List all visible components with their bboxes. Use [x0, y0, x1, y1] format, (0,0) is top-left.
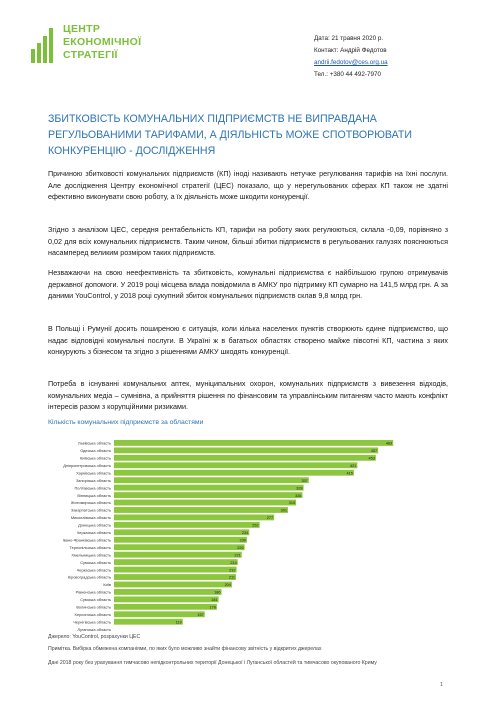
- category-label: Київська область: [80, 455, 111, 461]
- value-label: 212: [229, 568, 236, 573]
- category-label: Сумська область: [80, 597, 111, 603]
- logo-line-2: ЕКОНОМІЧНОЇ: [63, 36, 142, 48]
- bar: [114, 619, 183, 625]
- value-label: 119: [175, 620, 182, 625]
- category-label: Львівська область: [78, 440, 111, 446]
- value-label: 315: [288, 501, 296, 506]
- bar: [114, 544, 245, 550]
- logo-text: [63, 23, 141, 62]
- source-note: Джерело: YouControl, розрахунки ЦЕС: [48, 634, 141, 640]
- contact-block: [314, 33, 464, 81]
- category-label: Дніпропетровська область: [63, 462, 111, 468]
- bar: [114, 507, 288, 513]
- category-label: Луганська область: [77, 626, 111, 632]
- paragraph-2: Згідно з аналізом ЦЕС, середня рентабельність КП, тарифи на роботу яких регулюються, склала -0,09, порівняно з 0,02 для всіх комунальних підприємств. Таким чином, більші збитки підприємств в регульованих галузях пояснюються насамперед великим розміром таких підприємств.: [48, 225, 448, 257]
- category-label: Кіровоградська область: [67, 574, 111, 580]
- category-label: Херсонська область: [74, 611, 111, 617]
- value-label: 326: [295, 493, 302, 498]
- bar: [114, 440, 393, 446]
- ces-logo: [31, 21, 151, 71]
- page-number: 1: [440, 682, 444, 688]
- value-label: 226: [237, 545, 244, 550]
- contact-line: Контакт: Андрій Федотов: [314, 47, 387, 54]
- value-label: 221: [234, 553, 241, 558]
- category-label: Хмельницька область: [71, 552, 111, 558]
- bar: [114, 485, 304, 491]
- paragraph-1: Причиною збитковості комунальних підприємств (КП) іноді називають нетучке регулювання тарифів на їхні послуги. Але дослідження Центру економічної стратегії (ЦЕС) показало, що у нерегульованих сферах КП також не здатні ефективно виконувати свою роботу, а їх діяльність може шкодити конкуренції.: [48, 169, 448, 201]
- category-label: Чернігівська область: [73, 619, 111, 625]
- paragraph-3: Незважаючи на свою неефективність та збитковість, комунальні підприємства є найбільшою групою отримувачів державної допомоги. У 2019 році місцева влада повідомила в АМКУ про підтримку КП сумарно на 141,5 млрд грн. А за даними YouControl, у 2018 році сукупний збиток комунальних підприємств склав 9,8 млрд грн.: [48, 268, 448, 300]
- value-label: 483: [385, 441, 393, 446]
- category-label: Київ: [103, 582, 111, 588]
- bar: [114, 552, 242, 558]
- category-label: Запорізька область: [75, 477, 111, 483]
- category-label: Івано-Франківська область: [62, 537, 111, 543]
- value-label: 415: [346, 471, 353, 476]
- value-label: 234: [241, 531, 249, 535]
- bar: [114, 567, 237, 573]
- bar: [114, 559, 238, 565]
- value-label: 211: [228, 575, 235, 580]
- bar: [114, 574, 236, 580]
- category-label: Вінницька область: [77, 492, 111, 498]
- bar-chart-logo-icon: [31, 23, 57, 63]
- bar: [114, 529, 249, 535]
- bar: [114, 492, 302, 498]
- value-label: 421: [349, 463, 357, 468]
- bar: [114, 522, 260, 528]
- category-label: Волинська область: [76, 604, 111, 610]
- value-label: 178: [209, 605, 216, 610]
- category-label: Сумська область: [80, 559, 111, 565]
- category-label: Полтавська область: [74, 485, 111, 491]
- phone-line: Тел.: +380 44 492-7970: [314, 71, 382, 78]
- logo-line-3: СТРАТЕГІЇ: [63, 49, 118, 61]
- value-label: 453: [368, 456, 375, 461]
- bar: [114, 604, 217, 610]
- value-label: 301: [280, 508, 287, 513]
- bar: [114, 611, 205, 617]
- bar: [114, 470, 354, 476]
- bar: [114, 589, 222, 595]
- date-line: Дата: 21 травня 2020 р.: [314, 35, 384, 42]
- category-label: Закарпатська область: [71, 507, 111, 513]
- bar: [114, 582, 232, 588]
- email-link[interactable]: andrii.fedotov@ces.org.ua: [314, 59, 388, 66]
- value-label: 204: [224, 583, 231, 588]
- value-label: 328: [296, 486, 303, 491]
- paragraph-5: Потреба в існуванні комунальних аптек, муніципальних охорон, комунальних підприємств з вивезення відходів, комунальних медіа – сумнівна, а прийняття рішення по фінансовим та управлінським питанням часто мають конфлікт інтересів разом з корупційними ризиками.: [48, 379, 448, 411]
- category-label: Миколаївська область: [70, 515, 111, 521]
- category-label: Донецька область: [78, 522, 111, 528]
- value-label: 157: [197, 612, 204, 617]
- chart-title: Кількість комунальних підприємств за областями: [48, 419, 204, 426]
- category-label: Черкаська область: [76, 567, 111, 573]
- value-label: 186: [214, 590, 221, 595]
- data-note: Дані 2018 року без урахування тимчасово непідконтрольних території Донецької і Луганської областей та тимчасово окупованого Криму: [48, 660, 377, 666]
- category-label: Черкаська область: [76, 530, 111, 535]
- category-label: Рівненська область: [75, 589, 111, 595]
- bar: [114, 447, 378, 453]
- value-label: 181: [211, 598, 218, 603]
- value-label: 337: [301, 478, 308, 483]
- category-label: Житомирська область: [70, 500, 111, 506]
- category-label: Харківська область: [76, 470, 111, 476]
- bar: [114, 596, 219, 602]
- paragraph-4: В Польщі і Румунії досить поширеною є ситуація, коли кілька населених пунктів створюють єдине підприємство, що надає відповідні комунальні послуги. В Україні ж в багатьох областях створено майже півсотні КП, частина з яких конкурують з бізнесом та згідно з рішеннями АМКУ шкодять конкуренції.: [48, 324, 448, 356]
- bar: [114, 477, 309, 483]
- bar: [114, 455, 376, 461]
- category-label: Тернопільська область: [69, 544, 111, 550]
- logo-line-1: ЦЕНТР: [63, 23, 101, 35]
- bar: [114, 462, 357, 468]
- category-label: Одеська область: [80, 448, 111, 454]
- bar: [114, 537, 247, 543]
- value-label: 277: [266, 516, 274, 521]
- value-label: 230: [239, 538, 246, 543]
- page-title: ЗБИТКОВІСТЬ КОМУНАЛЬНИХ ПІДПРИЄМСТВ НЕ ВИПРАВДАНА РЕГУЛЬОВАНИМИ ТАРИФАМИ, А ДІЯЛЬНІСТЬ МОЖЕ СПОТВОРЮВАТИ КОНКУРЕНЦІЮ - ДОСЛІДЖЕННЯ: [48, 113, 412, 157]
- value-label: 252: [252, 523, 259, 528]
- bar: [114, 515, 274, 521]
- value-label: 457: [370, 449, 378, 454]
- bar: [114, 500, 296, 506]
- sample-note: Примітка. Вибірка обмежена компаніями, по яких було можливо знайти фінансову звітність у відкритих джерелах: [48, 646, 322, 652]
- value-label: 214: [230, 560, 237, 565]
